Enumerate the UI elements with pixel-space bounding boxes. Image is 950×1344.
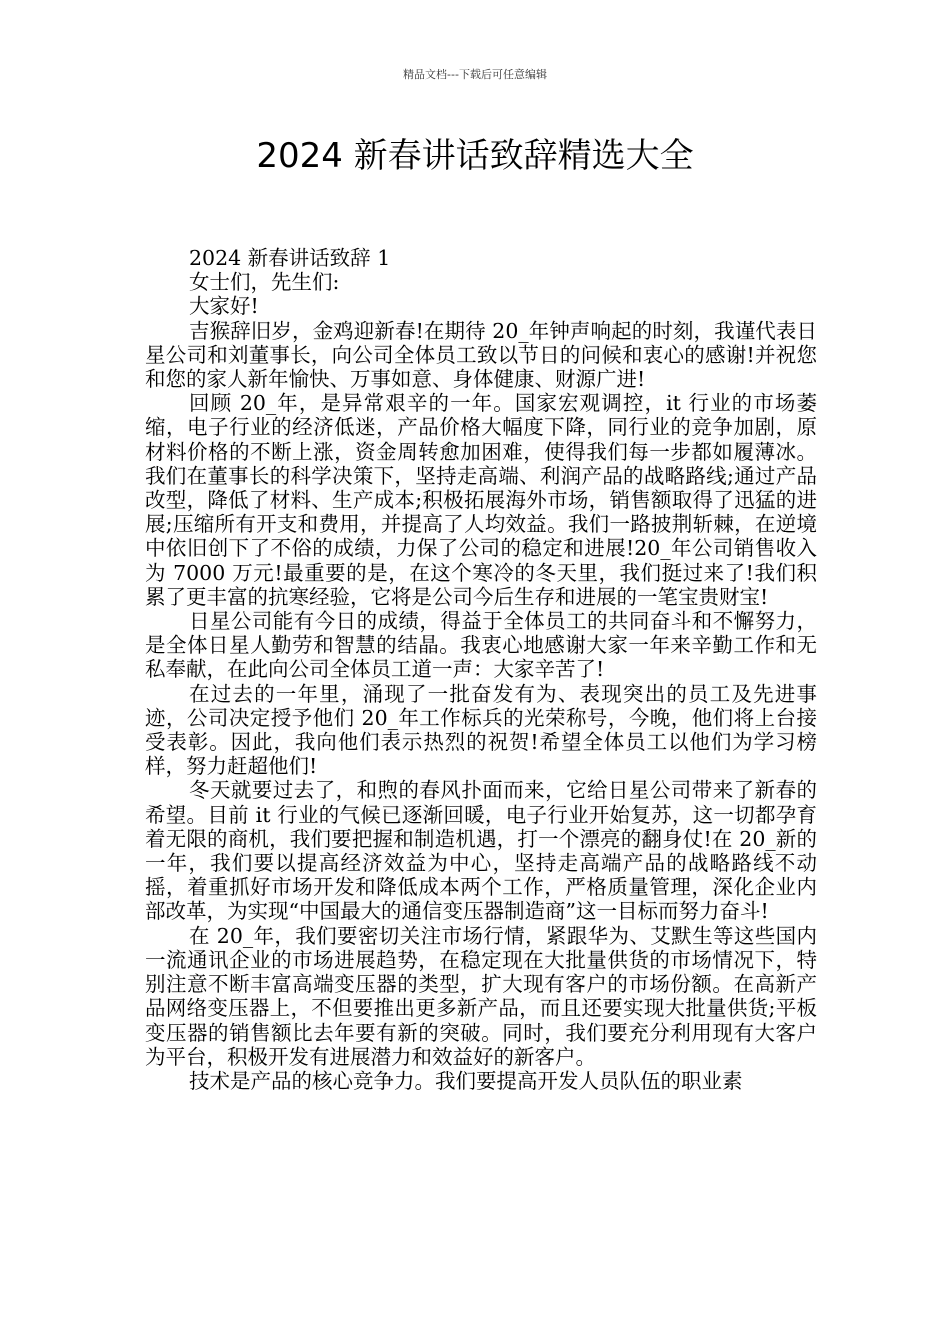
paragraph: 在过去的一年里，涌现了一批奋发有为、表现突出的员工及先进事迹，公司决定授予他们 20_年工作标兵的光荣称号，今晚，他们将上台接受表彰。因此，我向他们表示热烈的祝贺!希望全体员工以他们为学习榜样，努力赶超他们!	[145, 681, 817, 779]
paragraph: 冬天就要过去了，和煦的春风扑面而来，它给日星公司带来了新春的希望。目前 it 行业的气候已逐渐回暖，电子行业开始复苏，这一切都孕育着无限的商机，我们要把握和制造机遇，打一个漂亮的翻身仗!在 20_新的一年，我们要以提高经济效益为中心，坚持走高端产品的战略路线不动摇，着重抓好市场开发和降低成本两个工作，严格质量管理，深化企业内部改革，为实现“中国最大的通信变压器制造商”这一目标而努力奋斗!	[145, 778, 817, 924]
salutation: 女士们，先生们:	[189, 270, 340, 295]
greeting: 大家好!	[189, 294, 259, 319]
paragraph: 回顾 20_年，是异常艰辛的一年。国家宏观调控，it 行业的市场萎缩，电子行业的经济低迷，产品价格大幅度下降，同行业的竞争加剧，原材料价格的不断上涨，资金周转愈加困难，使得我们每一步都如履薄冰。我们在董事长的科学决策下，坚持走高端、利润产品的战略路线;通过产品改型，降低了材料、生产成本;积极拓展海外市场，销售额取得了迅猛的进展;压缩所有开支和费用，并提高了人均效益。我们一路披荆斩棘，在逆境中依旧创下了不俗的成绩，力保了公司的稳定和进展!20_年公司销售收入为 7000 万元!最重要的是，在这个寒冷的冬天里，我们挺过来了!我们积累了更丰富的抗寒经验，它将是公司今后生存和进展的一笔宝贵财宝!	[145, 391, 817, 609]
document-title: 2024 新春讲话致辞精选大全	[256, 136, 694, 176]
section-heading: 2024 新春讲话致辞 1	[189, 246, 391, 270]
document-body	[145, 246, 817, 1093]
paragraph: 吉猴辞旧岁，金鸡迎新春!在期待 20_年钟声响起的时刻，我谨代表日星公司和刘董事长，向公司全体员工致以节日的问候和衷心的感谢!并祝您和您的家人新年愉快、万事如意、身体健康、财源广进!	[145, 318, 817, 392]
paragraph: 技术是产品的核心竞争力。我们要提高开发人员队伍的职业素	[189, 1068, 743, 1093]
paragraph: 日星公司能有今日的成绩，得益于全体员工的共同奋斗和不懈努力，是全体日星人勤劳和智慧的结晶。我衷心地感谢大家一年来辛勤工作和无私奉献，在此向公司全体员工道一声：大家辛苦了!	[145, 609, 817, 682]
page-header: 精品文档---下载后可任意编辑	[403, 68, 547, 81]
paragraph: 在 20_年，我们要密切关注市场行情，紧跟华为、艾默生等这些国内一流通讯企业的市场进展趋势，在稳定现在大批量供货的市场情况下，特别注意不断丰富高端变压器的类型，扩大现有客户的市场份额。在高新产品网络变压器上，不但要推出更多新产品，而且还要实现大批量供货;平板变压器的销售额比去年要有新的突破。同时，我们要充分利用现有大客户为平台，积极开发有进展潜力和效益好的新客户。	[145, 923, 817, 1069]
